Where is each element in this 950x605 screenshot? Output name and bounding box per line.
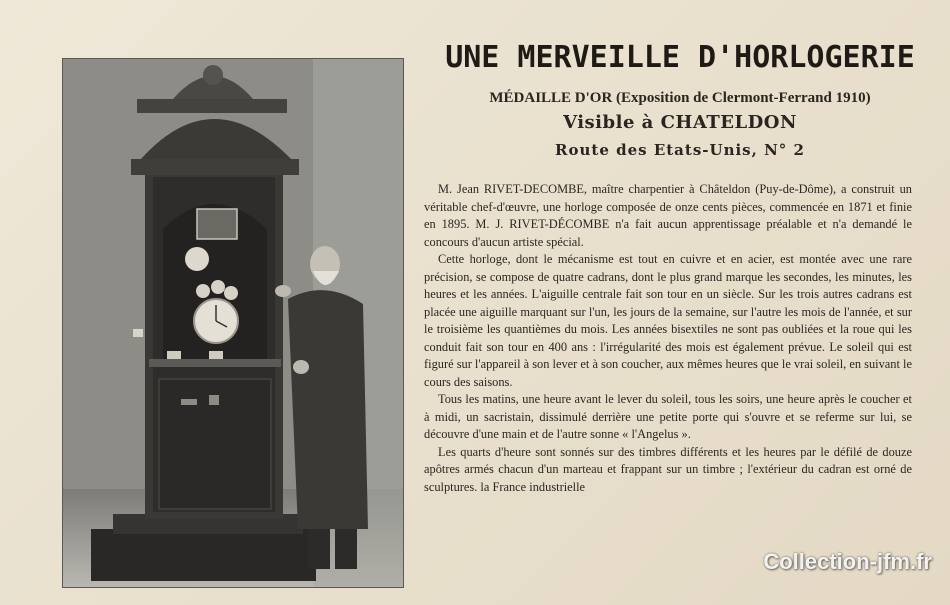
paragraph: Cette horloge, dont le mécanisme est tout en cuivre et en acier, est montée avec une rare précision, se compose de quatre cadrans, dont le plus grand marque les secondes, les minutes, les heures et les années. L'aiguille centrale fait son tour en un siècle. Sur les trois autres cadrans est placée une aiguille marquant sur l'un, les jours de la semaine, sur l'autre les mois de l'année, et sur le troisième les quantièmes du mois. Les années bisextiles ne sont pas oubliées et la roue qui les conduit fait son tour en 400 ans : l'irrégularité des mois est également prévue. Le soleil qui est figuré sur l'appareil à son lever et à son coucher, aux mêmes heures que le vrai soleil, en suivant le cours des saisons. — [424, 252, 912, 389]
medal-subtitle: MÉDAILLE D'OR (Exposition de Clermont-Ferrand 1910) — [489, 90, 871, 106]
description-text — [424, 181, 912, 496]
visible-subtitle: Visible à CHATELDON — [563, 112, 797, 133]
watermark: Collection-jfm.fr — [763, 549, 932, 574]
clock-photo — [62, 58, 404, 588]
paragraph: Les quarts d'heure sont sonnés sur des timbres différents et les heures par le défilé de douze apôtres armés chacun d'un marteau et frappant sur un timbre ; l'extérieur du cadran est orné de sculptures. la France industrielle — [424, 444, 912, 494]
clock-illustration — [63, 59, 403, 587]
paragraph: M. Jean RIVET-DECOMBE, maître charpentier à Châteldon (Puy-de-Dôme), a construit un véritable chef-d'œuvre, une horloge composée de onze cents pièces, commencée en 1871 et finie en 1895. M. J. RIVET-DÉCOMBE n'a fait aucun apprentissage préalable et n'a demandé le concours d'aucun artiste spécial. — [424, 182, 912, 249]
paragraph: Tous les matins, une heure avant le lever du soleil, tous les soirs, une heure après le coucher et à midi, un sacristain, dissimulé derrière une petite porte qui s'ouvre et se referme sur lui, se découvre d'une main et de l'autre sonne « l'Angelus ». — [424, 392, 912, 441]
page-title: UNE MERVEILLE D'HORLOGERIE — [445, 40, 915, 75]
address-subtitle: Route des Etats-Unis, N° 2 — [555, 141, 805, 159]
